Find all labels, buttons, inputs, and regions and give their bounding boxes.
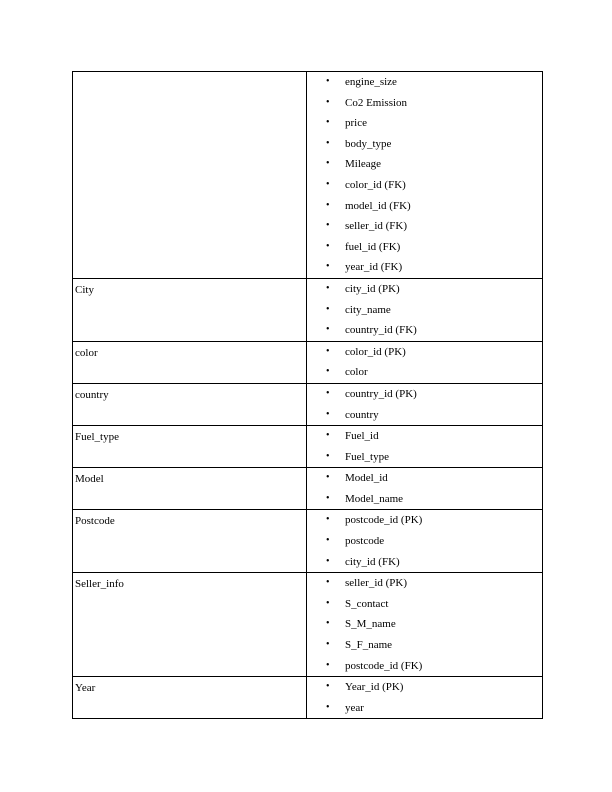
attribute-name: Co2 Emission: [345, 96, 408, 109]
bullet-icon: •: [326, 555, 330, 567]
list-item: [307, 677, 542, 698]
attribute-list: [307, 342, 542, 383]
list-item: [307, 447, 542, 468]
bullet-icon: •: [326, 96, 330, 108]
attributes-cell: [307, 468, 543, 510]
list-item: [307, 594, 542, 615]
list-item: [307, 134, 542, 155]
bullet-icon: •: [326, 117, 330, 129]
table-row: [73, 573, 543, 677]
bullet-icon: •: [326, 282, 330, 294]
list-item: [307, 196, 542, 217]
table-name: color: [75, 346, 98, 359]
bullet-icon: •: [326, 618, 330, 630]
bullet-icon: •: [326, 535, 330, 547]
list-item: [307, 72, 542, 93]
attribute-name: Fuel_type: [345, 450, 389, 463]
list-item: [307, 384, 542, 405]
attribute-name: year: [345, 701, 364, 714]
bullet-icon: •: [326, 137, 330, 149]
attribute-name: engine_size: [345, 76, 397, 88]
attribute-name: color_id (PK): [345, 345, 406, 358]
bullet-icon: •: [326, 178, 330, 190]
bullet-icon: •: [326, 199, 330, 211]
list-item: [307, 635, 542, 656]
list-item: [307, 405, 542, 426]
attribute-name: S_contact: [345, 597, 389, 610]
attribute-name: country: [345, 408, 379, 421]
bullet-icon: •: [326, 345, 330, 357]
table-row: [73, 341, 543, 383]
attribute-list: [307, 510, 542, 572]
bullet-icon: •: [326, 597, 330, 609]
table-name-cell: [73, 468, 307, 510]
table-row: [73, 278, 543, 341]
table-name: Model: [75, 473, 104, 486]
attribute-list: [307, 468, 542, 509]
list-item: [307, 175, 542, 196]
attribute-name: seller_id (PK): [345, 577, 408, 590]
bullet-icon: •: [326, 387, 330, 399]
bullet-icon: •: [326, 701, 330, 713]
bullet-icon: •: [326, 472, 330, 484]
attributes-cell: [307, 278, 543, 341]
list-item: [307, 300, 542, 321]
attributes-cell: [307, 677, 543, 719]
list-item: [307, 362, 542, 383]
attribute-name: city_name: [345, 303, 391, 316]
attribute-name: price: [345, 117, 367, 130]
attribute-name: model_id (FK): [345, 199, 411, 212]
list-item: [307, 552, 542, 573]
list-item: [307, 342, 542, 363]
table-row: [73, 383, 543, 425]
table-name: City: [75, 283, 94, 296]
list-item: [307, 510, 542, 531]
table-name: Seller_info: [75, 578, 124, 591]
list-item: [307, 113, 542, 134]
attribute-name: color_id (FK): [345, 178, 406, 191]
list-item: [307, 426, 542, 447]
attributes-cell: [307, 573, 543, 677]
attribute-list: [307, 573, 542, 676]
bullet-icon: •: [326, 659, 330, 671]
bullet-icon: •: [326, 681, 330, 693]
table-row: [73, 426, 543, 468]
attribute-name: Model_name: [345, 492, 404, 505]
attribute-list: [307, 384, 542, 425]
attribute-name: city_id (FK): [345, 555, 400, 568]
table-name-cell: [73, 510, 307, 573]
attribute-name: year_id (FK): [345, 261, 403, 274]
attribute-name: S_F_name: [345, 639, 393, 652]
table-name-cell: [73, 278, 307, 341]
table-name: Postcode: [75, 515, 115, 528]
attribute-name: fuel_id (FK): [345, 240, 401, 253]
list-item: [307, 216, 542, 237]
table-name: [73, 72, 306, 75]
bullet-icon: •: [326, 514, 330, 526]
bullet-icon: •: [326, 220, 330, 232]
attribute-list: [307, 426, 542, 467]
bullet-icon: •: [326, 240, 330, 252]
list-item: [307, 279, 542, 300]
table-row: [73, 72, 543, 279]
attributes-cell: [307, 426, 543, 468]
attributes-cell: [307, 510, 543, 573]
bullet-icon: •: [326, 450, 330, 462]
bullet-icon: •: [326, 577, 330, 589]
list-item: [307, 237, 542, 258]
list-item: [307, 698, 542, 719]
bullet-icon: •: [326, 408, 330, 420]
attribute-name: country_id (FK): [345, 324, 417, 337]
attribute-name: S_M_name: [345, 618, 396, 631]
table-name: Year: [75, 682, 96, 695]
attribute-name: country_id (PK): [345, 387, 417, 400]
table-name-cell: [73, 426, 307, 468]
attribute-name: Fuel_id: [345, 430, 379, 443]
table-name-cell: [73, 383, 307, 425]
table-name-cell: [73, 573, 307, 677]
schema-table: [72, 71, 543, 719]
attribute-name: color: [345, 366, 368, 379]
table-name: country: [75, 388, 109, 401]
bullet-icon: •: [326, 303, 330, 315]
list-item: [307, 257, 542, 278]
attribute-name: postcode: [345, 535, 385, 548]
table-row: [73, 468, 543, 510]
attribute-name: Model_id: [345, 472, 388, 485]
attribute-name: city_id (PK): [345, 282, 400, 295]
attribute-name: postcode_id (PK): [345, 514, 423, 527]
attribute-name: seller_id (FK): [345, 220, 408, 233]
bullet-icon: •: [326, 492, 330, 504]
list-item: [307, 320, 542, 341]
attribute-list: [307, 279, 542, 341]
list-item: [307, 531, 542, 552]
attribute-name: postcode_id (FK): [345, 659, 423, 672]
list-item: [307, 614, 542, 635]
schema-table-body: [73, 72, 543, 719]
attribute-name: Mileage: [345, 158, 382, 171]
table-row: [73, 677, 543, 719]
list-item: [307, 468, 542, 489]
list-item: [307, 656, 542, 677]
list-item: [307, 154, 542, 175]
bullet-icon: •: [326, 261, 330, 273]
bullet-icon: •: [326, 324, 330, 336]
table-name-cell: [73, 677, 307, 719]
attribute-name: body_type: [345, 137, 392, 150]
attributes-cell: [307, 341, 543, 383]
attributes-cell: [307, 72, 543, 279]
table-name-cell: [73, 341, 307, 383]
bullet-icon: •: [326, 366, 330, 378]
bullet-icon: •: [326, 639, 330, 651]
attribute-name: Year_id (PK): [345, 681, 404, 694]
list-item: [307, 93, 542, 114]
list-item: [307, 573, 542, 594]
table-row: [73, 510, 543, 573]
attributes-cell: [307, 383, 543, 425]
table-name-cell: [73, 72, 307, 279]
bullet-icon: •: [326, 158, 330, 170]
attribute-list: [307, 677, 542, 718]
list-item: [307, 489, 542, 510]
bullet-icon: •: [326, 76, 330, 87]
bullet-icon: •: [326, 430, 330, 442]
table-name: Fuel_type: [75, 431, 119, 444]
attribute-list: [307, 72, 542, 278]
